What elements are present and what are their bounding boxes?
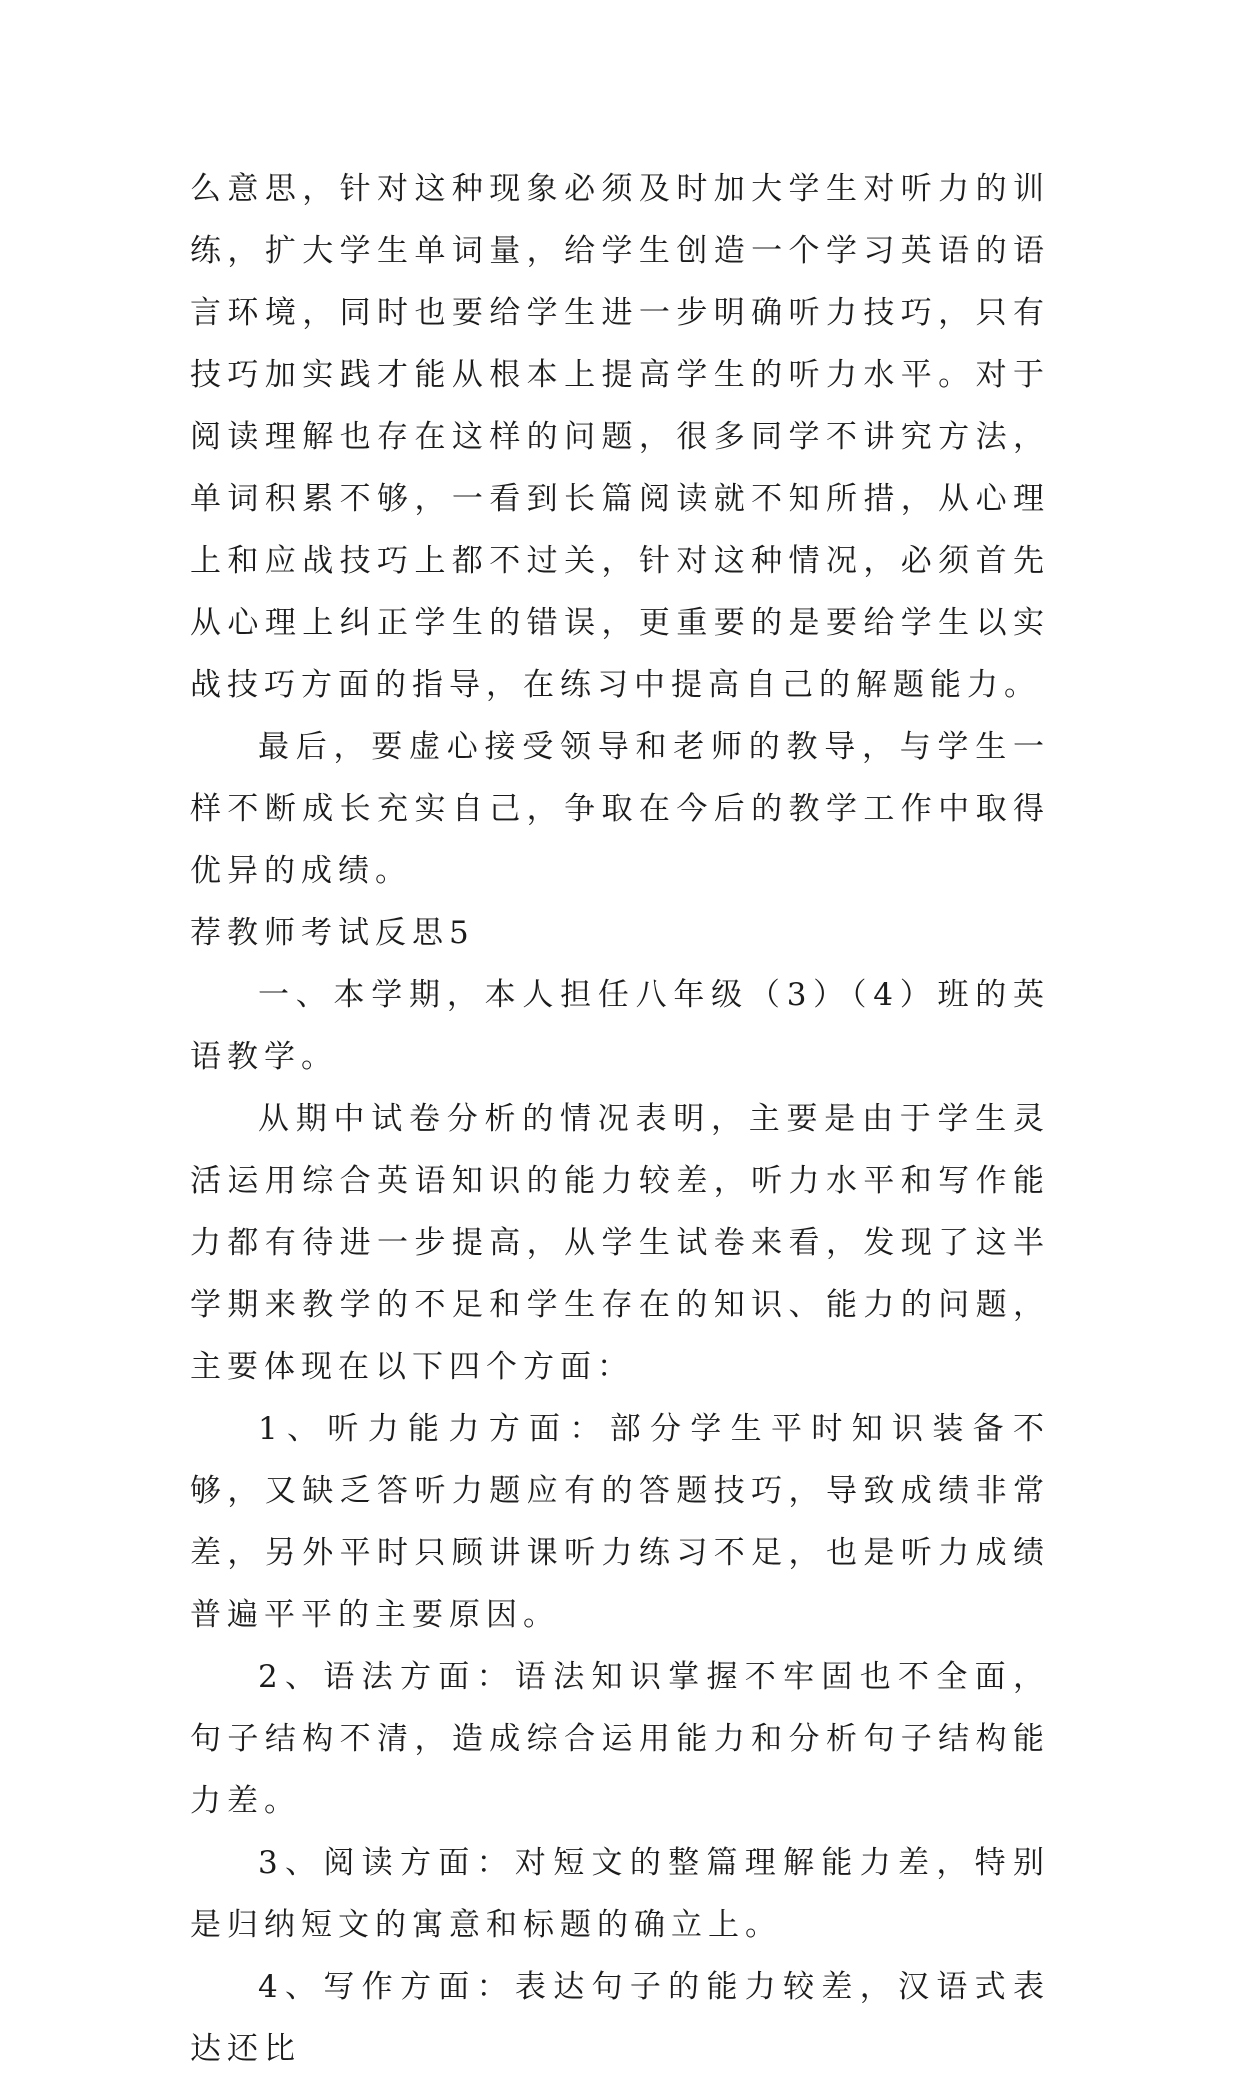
document-body <box>190 158 1050 2080</box>
paragraph-conclusion: 最后，要虚心接受领导和老师的教导，与学生一样不断成长充实自己，争取在今后的教学工作中取得优异的成绩。 <box>190 729 1050 889</box>
paragraph-listening-reading: 么意思，针对这种现象必须及时加大学生对听力的训练，扩大学生单词量，给学生创造一个学习英语的语言环境，同时也要给学生进一步明确听力技巧，只有技巧加实践才能从根本上提高学生的听力水平。对于阅读理解也存在这样的问题，很多同学不讲究方法，单词积累不够，一看到长篇阅读就不知所措，从心理上和应战技巧上都不过关，针对这种情况，必须首先从心理上纠正学生的错误，更重要的是要给学生以实战技巧方面的指导，在练习中提高自己的解题能力。 <box>190 171 1050 703</box>
list-item-writing: 4、写作方面：表达句子的能力较差，汉语式表达还比 <box>190 1969 1050 2067</box>
list-item-grammar: 2、语法方面：语法知识掌握不牢固也不全面，句子结构不清，造成综合运用能力和分析句子结构能力差。 <box>190 1659 1050 1819</box>
list-item-listening: 1、听力能力方面：部分学生平时知识装备不够，又缺乏答听力题应有的答题技巧，导致成绩非常差，另外平时只顾讲课听力练习不足，也是听力成绩普遍平平的主要原因。 <box>190 1411 1050 1633</box>
paragraph-class-assignment: 一、本学期，本人担任八年级（3）（4）班的英语教学。 <box>190 977 1050 1075</box>
list-item-reading: 3、阅读方面：对短文的整篇理解能力差，特别是归纳短文的寓意和标题的确立上。 <box>190 1845 1050 1943</box>
section-heading: 荐教师考试反思5 <box>190 915 475 951</box>
paragraph-exam-analysis: 从期中试卷分析的情况表明，主要是由于学生灵活运用综合英语知识的能力较差，听力水平和写作能力都有待进一步提高，从学生试卷来看，发现了这半学期来教学的不足和学生存在的知识、能力的问题，主要体现在以下四个方面： <box>190 1101 1050 1385</box>
